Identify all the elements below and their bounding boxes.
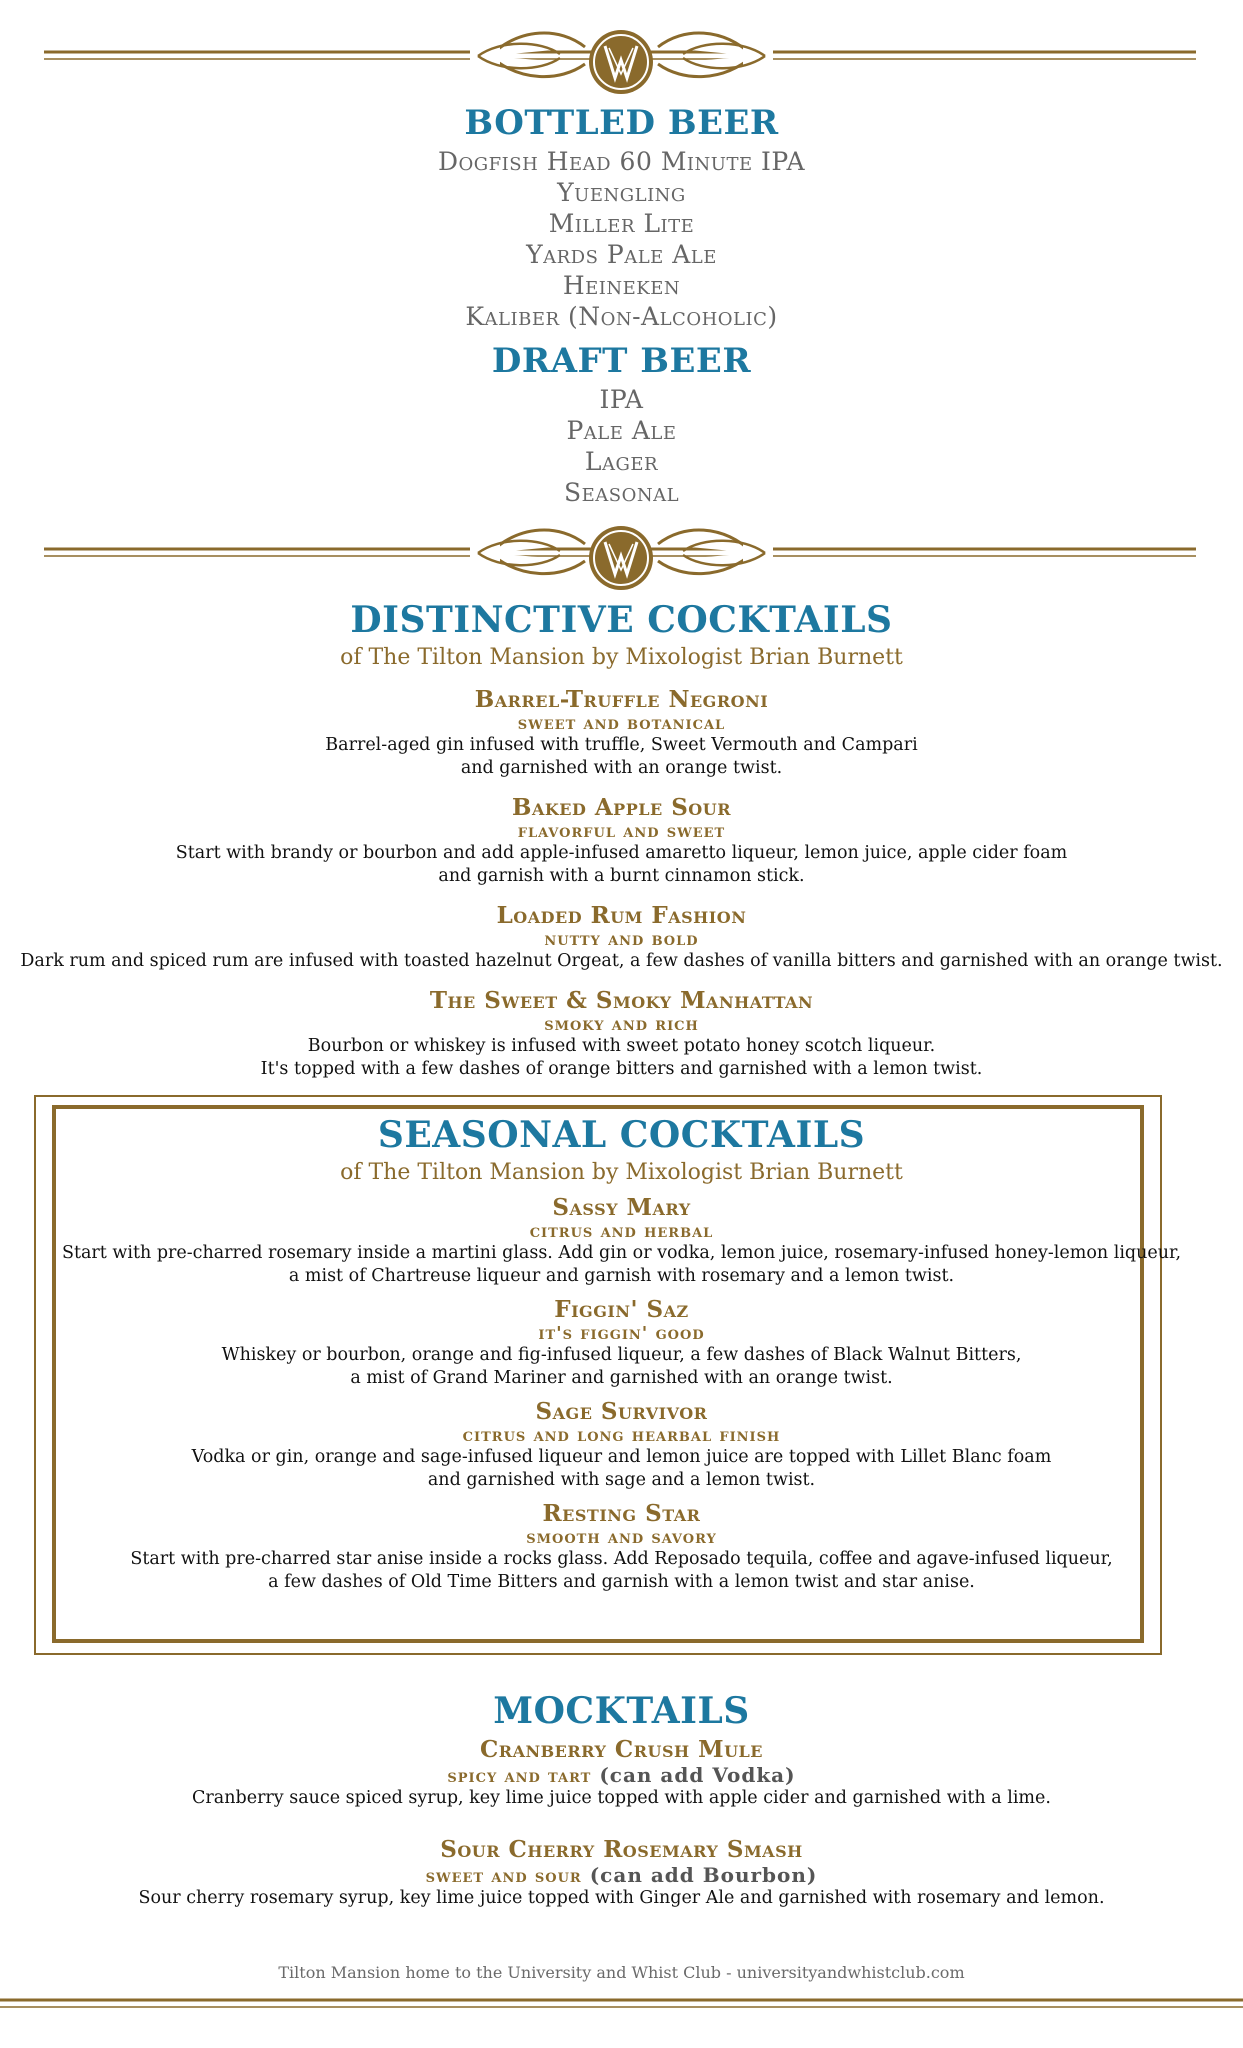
drink-tag: nutty and bold <box>544 929 699 950</box>
seasonal-cocktails-section <box>0 1112 1243 1594</box>
drink-item <box>0 1194 1243 1288</box>
bottled-beer-title: BOTTLED BEER <box>464 103 779 143</box>
drink-desc: Start with pre-charred rosemary inside a martini glass. Add gin or vodka, lemon juice, rosemary-infused honey-lemon liqueur, <box>61 1243 1182 1263</box>
drink-name: Cranberry Crush Mule <box>480 1736 763 1763</box>
bottled-beer-section <box>0 100 1243 332</box>
drink-name: Sassy Mary <box>552 1194 691 1221</box>
ornament-divider-icon <box>0 22 1243 102</box>
drink-tag: it's figgin' good <box>538 1323 705 1344</box>
middle-ornament-divider <box>0 512 1243 592</box>
drink-name: The Sweet & Smoky Manhattan <box>429 987 814 1014</box>
drink-name: Loaded Rum Fashion <box>496 902 747 929</box>
drink-name: Baked Apple Sour <box>512 794 731 821</box>
drink-desc: Vodka or gin, orange and sage-infused liqueur and lemon juice are topped with Lillet Blanc foam <box>191 1447 1052 1467</box>
list-item: Yards Pale Ale <box>526 240 717 269</box>
drink-tag-extra: (can add Bourbon) <box>589 1863 818 1887</box>
drink-item <box>0 1836 1243 1910</box>
drink-desc: and garnish with a burnt cinnamon stick. <box>438 866 805 886</box>
list-item: Lager <box>584 447 659 476</box>
drink-item <box>0 1398 1243 1492</box>
list-item: Heineken <box>562 271 681 300</box>
drink-item <box>0 1296 1243 1390</box>
list-item: Yuengling <box>557 178 686 207</box>
list-item: IPA <box>599 385 644 414</box>
drink-tag <box>0 1763 1243 1787</box>
drink-desc: a mist of Grand Mariner and garnished with an orange twist. <box>350 1368 893 1388</box>
bottled-beer-list <box>0 146 1243 332</box>
distinctive-cocktails-section <box>0 596 1243 1081</box>
seasonal-credit: of The Tilton Mansion by Mixologist Brian Burnett <box>340 1160 903 1185</box>
drink-name: Resting Star <box>542 1500 701 1527</box>
bottom-rule <box>0 1995 1243 2015</box>
list-item: Seasonal <box>563 478 680 507</box>
mocktails-title: MOCKTAILS <box>493 1690 750 1732</box>
seasonal-title: SEASONAL COCKTAILS <box>377 1114 866 1156</box>
draft-beer-list <box>0 384 1243 508</box>
distinctive-title: DISTINCTIVE COCKTAILS <box>350 599 893 641</box>
drink-desc: Start with pre-charred star anise inside a rocks glass. Add Reposado tequila, coffee and agave-infused liqueur, <box>130 1549 1113 1569</box>
drink-desc: Start with brandy or bourbon and add apple-infused amaretto liqueur, lemon juice, apple cider foam <box>175 843 1068 863</box>
drink-desc: and garnished with sage and a lemon twist. <box>427 1470 816 1490</box>
top-ornament-divider <box>0 22 1243 102</box>
drink-desc: and garnished with an orange twist. <box>460 758 783 778</box>
drink-name: Sage Survivor <box>535 1398 708 1425</box>
footer-text: Tilton Mansion home to the University and Whist Club - universityandwhistclub.com <box>278 1963 965 1982</box>
drink-desc: a mist of Chartreuse liqueur and garnish with rosemary and a lemon twist. <box>288 1266 955 1286</box>
drink-desc: Cranberry sauce spiced syrup, key lime juice topped with apple cider and garnished with a lime. <box>192 1788 1051 1808</box>
drink-item <box>0 794 1243 888</box>
drink-item <box>0 987 1243 1081</box>
list-item: Miller Lite <box>548 209 695 238</box>
draft-beer-section <box>0 338 1243 508</box>
drink-desc: Whiskey or bourbon, orange and fig-infused liqueur, a few dashes of Black Walnut Bitters, <box>221 1345 1022 1365</box>
list-item: Dogfish Head 60 Minute IPA <box>437 147 805 176</box>
drink-tag: smooth and savory <box>526 1527 717 1548</box>
drink-item <box>0 1736 1243 1810</box>
drink-tag-text: spicy and tart <box>447 1766 592 1787</box>
drink-desc: Barrel-aged gin infused with truffle, Sweet Vermouth and Campari <box>325 735 918 755</box>
drink-tag: citrus and herbal <box>529 1221 714 1242</box>
drink-item <box>0 902 1243 973</box>
draft-beer-title: DRAFT BEER <box>491 341 752 381</box>
drink-desc: Bourbon or whiskey is infused with sweet potato honey scotch liqueur. <box>307 1036 936 1056</box>
drink-name: Barrel-Truffle Negroni <box>474 686 769 713</box>
ornament-divider-icon <box>0 512 1243 592</box>
drink-tag: smoky and rich <box>544 1014 699 1035</box>
drink-desc: a few dashes of Old Time Bitters and garnish with a lemon twist and star anise. <box>268 1572 975 1592</box>
list-item: Pale Ale <box>566 416 677 445</box>
drink-item <box>0 1500 1243 1594</box>
drink-name: Figgin' Saz <box>554 1296 689 1323</box>
drink-tag-extra: (can add Vodka) <box>599 1763 796 1787</box>
list-item: Kaliber (Non-Alcoholic) <box>465 302 778 331</box>
distinctive-credit: of The Tilton Mansion by Mixologist Brian Burnett <box>340 645 903 670</box>
drink-tag-text: sweet and sour <box>425 1866 582 1887</box>
drink-desc: Sour cherry rosemary syrup, key lime juice topped with Ginger Ale and garnished with rosemary and lemon. <box>138 1888 1105 1908</box>
drink-tag: citrus and long hearbal finish <box>462 1425 781 1446</box>
drink-desc: Dark rum and spiced rum are infused with toasted hazelnut Orgeat, a few dashes of vanilla bitters and garnished with an orange twist. <box>20 951 1223 971</box>
drink-desc: It's topped with a few dashes of orange bitters and garnished with a lemon twist. <box>260 1059 983 1079</box>
mocktails-section <box>0 1688 1243 1910</box>
drink-tag <box>0 1863 1243 1887</box>
drink-tag: sweet and botanical <box>517 713 726 734</box>
drink-name: Sour Cherry Rosemary Smash <box>440 1836 803 1863</box>
drink-tag: flavorful and sweet <box>517 821 726 842</box>
drink-item <box>0 686 1243 780</box>
